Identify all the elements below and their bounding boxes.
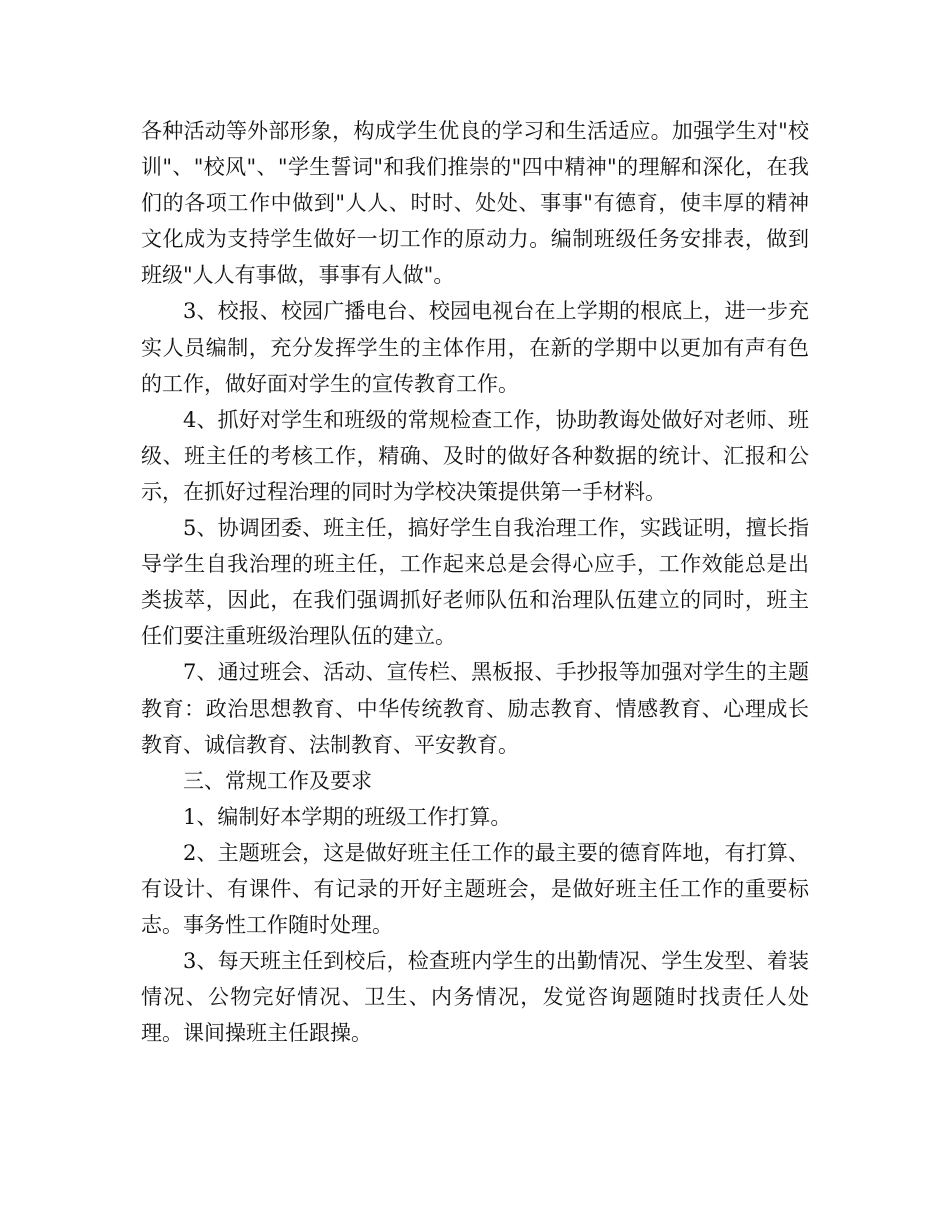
paragraph-routine-2-class-meeting: 2、主题班会，这是做好班主任工作的最主要的德育阵地，有打算、有设计、有课件、有记录的开好主题班会，是做好班主任工作的重要标志。事务性工作随时处理。 (141, 840, 809, 938)
paragraph-routine-3-daily-check: 3、每天班主任到校后，检查班内学生的出勤情况、学生发型、着装情况、公物完好情况、卫生、内务情况，发觉咨询题随时找责任人处理。课间操班主任跟操。 (141, 949, 809, 1046)
paragraph-item-7-theme-education: 7、通过班会、活动、宣传栏、黑板报、手抄报等加强对学生的主题教育：政治思想教育、中华传统教育、励志教育、情感教育、心理成长教育、诚信教育、法制教育、平安教育。 (141, 660, 809, 757)
section-heading-routine-work: 三、常规工作及要求 (183, 768, 372, 793)
paragraph-continuation: 各种活动等外部形象，构成学生优良的学习和生活适应。加强学生对"校训"、"校风"、"学生誓词"和我们推崇的"四中精神"的理解和深化，在我们的各项工作中做到"人人、时时、处处、事事"有德育，使丰厚的精神文化成为支持学生做好一切工作的原动力。编制班级任务安排表，做到班级"人人有事做，事事有人做"。 (141, 119, 809, 288)
document-body (141, 113, 809, 1051)
paragraph-item-5-self-management: 5、协调团委、班主任，搞好学生自我治理工作，实践证明，擅长指导学生自我治理的班主任，工作起来总是会得心应手，工作效能总是出类拔萃，因此，在我们强调抓好老师队伍和治理队伍建立的同时，班主任们要注重班级治理队伍的建立。 (141, 516, 809, 649)
paragraph-item-4-routine-inspection: 4、抓好对学生和班级的常规检查工作，协助教诲处做好对老师、班级、班主任的考核工作，精确、及时的做好各种数据的统计、汇报和公示，在抓好过程治理的同时为学校决策提供第一手材料。 (141, 407, 809, 504)
paragraph-routine-1-plan: 1、编制好本学期的班级工作打算。 (183, 804, 512, 829)
paragraph-item-3-school-media: 3、校报、校园广播电台、校园电视台在上学期的根底上，进一步充实人员编制，充分发挥学生的主体作用，在新的学期中以更加有声有色的工作，做好面对学生的宣传教育工作。 (141, 299, 809, 396)
